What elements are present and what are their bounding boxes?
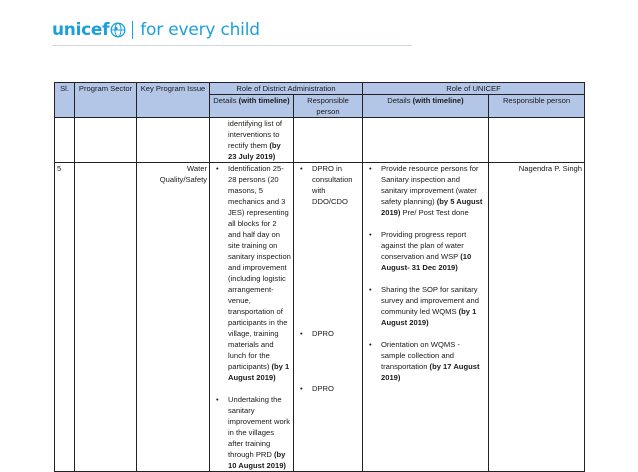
district-item: • Identification 25-28 persons (20 masons, 5 mechanics and 3 JES) representing all blocks for 2 and half day on site training on sanitary inspection and improvement (including logistic arrangement- venue, transportation of participants in the village, training materials and lunch for the participants) (by 1 August 2019) — [212, 163, 291, 383]
header-row — [55, 83, 585, 95]
district-responsible-subheader: Responsible person — [294, 95, 363, 118]
roles-table — [54, 82, 585, 472]
key-program-issue-header: Key Program Issue — [137, 83, 210, 118]
unicef-responsible-subheader: Responsible person — [489, 95, 585, 118]
unicef-logo-text: unicef — [52, 20, 110, 40]
unicef-item: • Sharing the SOP for sanitary survey and improvement and community led WQMS (by 1 August 2019) — [365, 284, 486, 328]
unicef-item: • Orientation on WQMS - sample collection and transportation (by 17 August 2019) — [365, 339, 486, 383]
unicef-item: • Provide resource persons for Sanitary inspection and sanitary improvement (water safety planning) (by 5 August 2019) Pre/ Post Test done — [365, 163, 486, 218]
unicef-details-cell — [363, 163, 489, 472]
key-program-issue-cell: Water Quality/Safety — [137, 163, 210, 472]
unicef-responsible-cell: Nagendra P. Singh — [489, 163, 585, 472]
responsible-item: • DPRO in consultation with DDO/CDO — [296, 163, 360, 207]
unicef-details-subheader: Details (with timeline) — [363, 95, 489, 118]
header-rule — [52, 45, 412, 46]
sl-header: Sl. — [55, 83, 75, 118]
continuation-cell: identifying list of interventions to rectify them (by 23 July 2019) — [210, 118, 294, 163]
district-admin-header: Role of District Administration — [210, 83, 363, 95]
district-details-cell — [210, 163, 294, 472]
unicef-role-header: Role of UNICEF — [363, 83, 585, 95]
district-item: • Undertaking the sanitary improvement work in the villages after training through PRD (by 10 August 2019) — [212, 394, 291, 471]
sl-cell: 5 — [55, 163, 75, 472]
table-row — [55, 163, 585, 472]
district-details-subheader: Details (with timeline) — [210, 95, 294, 118]
continuation-row — [55, 118, 585, 163]
program-sector-cell — [75, 163, 137, 472]
district-responsible-cell — [294, 163, 363, 472]
unicef-globe-icon — [110, 22, 126, 38]
responsible-item: • DPRO — [296, 328, 360, 339]
unicef-tagline: for every child — [140, 20, 260, 40]
logo-separator — [132, 21, 133, 39]
unicef-item: • Providing progress report against the plan of water conservation and WSP (10 August- 31 Dec 2019) — [365, 229, 486, 273]
unicef-header — [52, 14, 260, 46]
program-sector-header: Program Sector — [75, 83, 137, 118]
responsible-item: • DPRO — [296, 383, 360, 394]
